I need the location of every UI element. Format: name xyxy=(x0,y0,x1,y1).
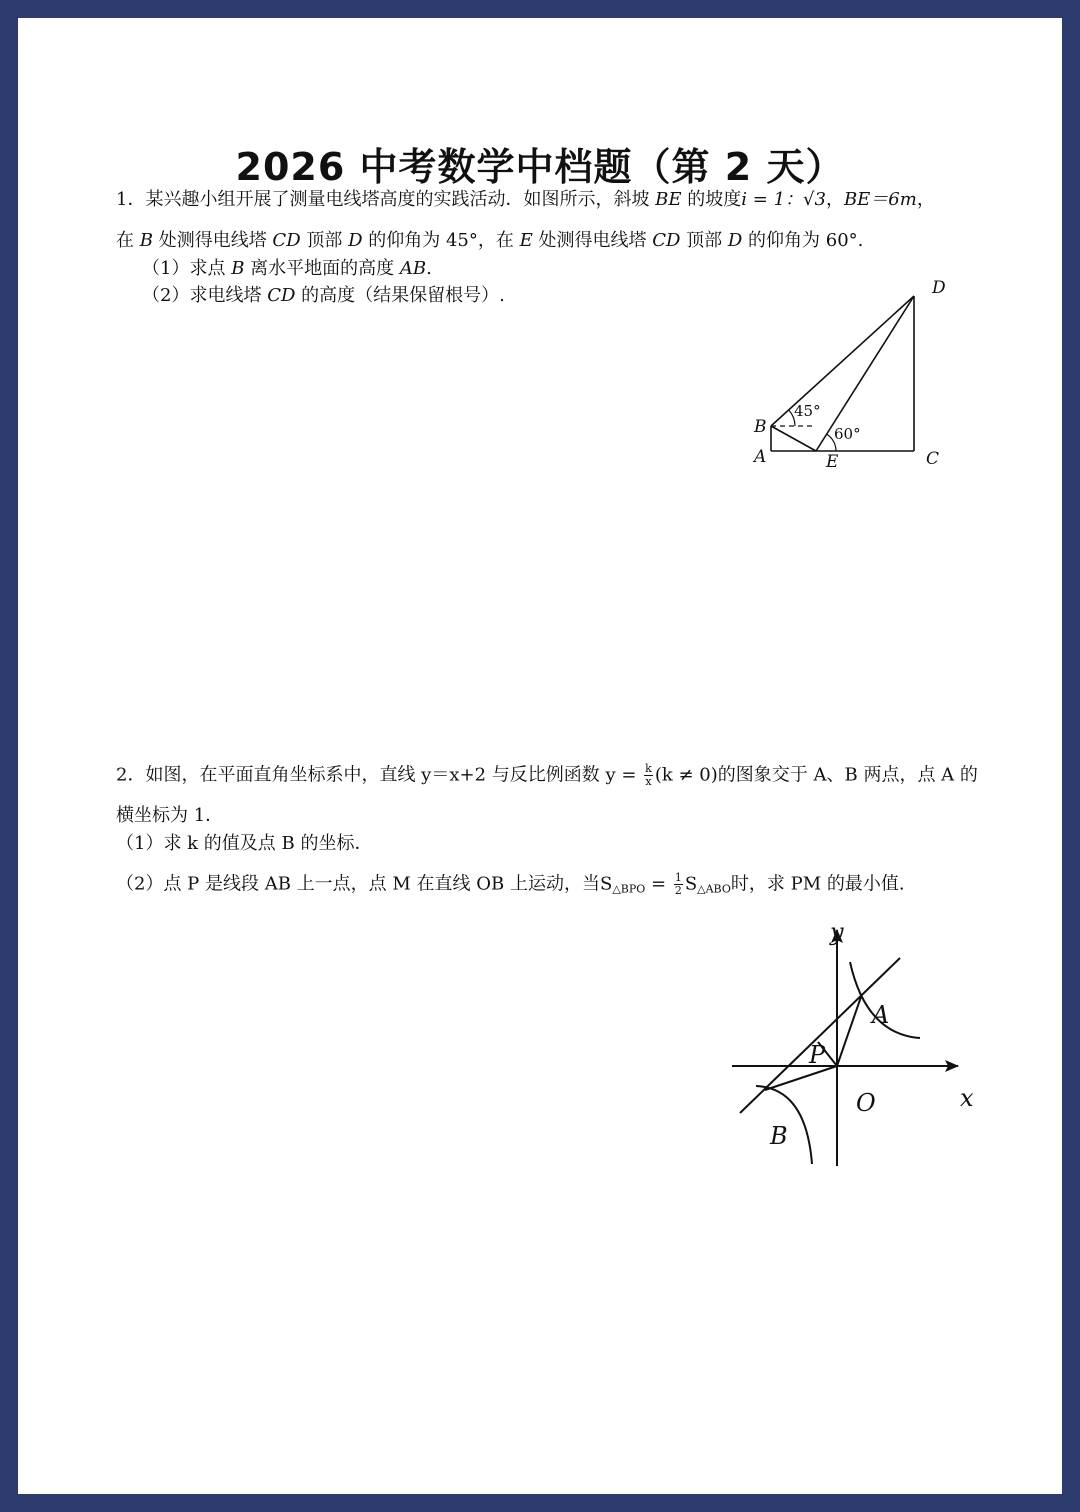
problem2-question1: （1）求 k 的值及点 B 的坐标． xyxy=(116,833,373,854)
label-b: B xyxy=(770,1122,788,1150)
label-y: y xyxy=(830,918,844,946)
coordinate-figure xyxy=(720,916,980,1176)
be-length: BE＝6m xyxy=(843,189,917,210)
label-c: C xyxy=(926,449,940,469)
problem1-line2: 在 B 处测得电线塔 CD 顶部 D 的仰角为 45°，在 E 处测得电线塔 CD 顶部 D 的仰角为 60°. xyxy=(116,230,864,251)
problem1-question2: （2）求电线塔 CD 的高度（结果保留根号）. xyxy=(142,285,505,306)
sightline-ed xyxy=(816,296,914,451)
worksheet-page xyxy=(18,18,1062,1494)
label-a: A xyxy=(872,1001,890,1029)
tower-figure xyxy=(740,256,946,476)
fraction-k-over-x: $\frac{k}{x}$ xyxy=(645,762,652,788)
slope-ratio: i = 1：√3 xyxy=(741,189,826,210)
label-e: E xyxy=(826,452,839,472)
label-o: O xyxy=(856,1089,876,1117)
problem1-question1: （1）求点 B 离水平地面的高度 AB. xyxy=(142,258,432,279)
problem2-number: 2． xyxy=(116,764,146,786)
label-x: x xyxy=(960,1084,974,1112)
angle-45-label: 45° xyxy=(794,402,821,420)
problem1-line1: 1．某兴趣小组开展了测量电线塔高度的实践活动．如图所示，斜坡 BE 的坡度i = 1：√3，BE＝6m， xyxy=(116,189,935,210)
label-d: D xyxy=(932,278,946,298)
line-ab xyxy=(740,958,900,1113)
label-b: B xyxy=(754,417,767,437)
problem2-line2: 横坐标为 1． xyxy=(116,805,224,826)
sightline-bd xyxy=(771,296,914,426)
problem1-number: 1． xyxy=(116,189,146,210)
fraction-one-half: $\frac{1}{2}$ xyxy=(674,871,682,897)
problem2-question2: （2）点 P 是线段 AB 上一点，点 M 在直线 OB 上运动，当$S_{\triangle BPO}$ = $\frac{1}{2}$ $S_{\triangle ABO}$时，求 PM 的最小值. xyxy=(116,871,905,897)
slope-be xyxy=(771,426,816,451)
label-p: P xyxy=(809,1041,826,1069)
page-title: 2026 中考数学中档题（第 2 天） xyxy=(235,145,845,189)
segment-oa xyxy=(837,994,862,1066)
angle-60-label: 60° xyxy=(834,425,861,443)
problem2-line1: 2．如图，在平面直角坐标系中，直线 y＝x+2 与反比例函数 y = $\frac{k}{x}$ (k ≠ 0)的图象交于 A、B 两点，点 A 的 xyxy=(116,762,978,788)
label-a: A xyxy=(754,447,767,467)
